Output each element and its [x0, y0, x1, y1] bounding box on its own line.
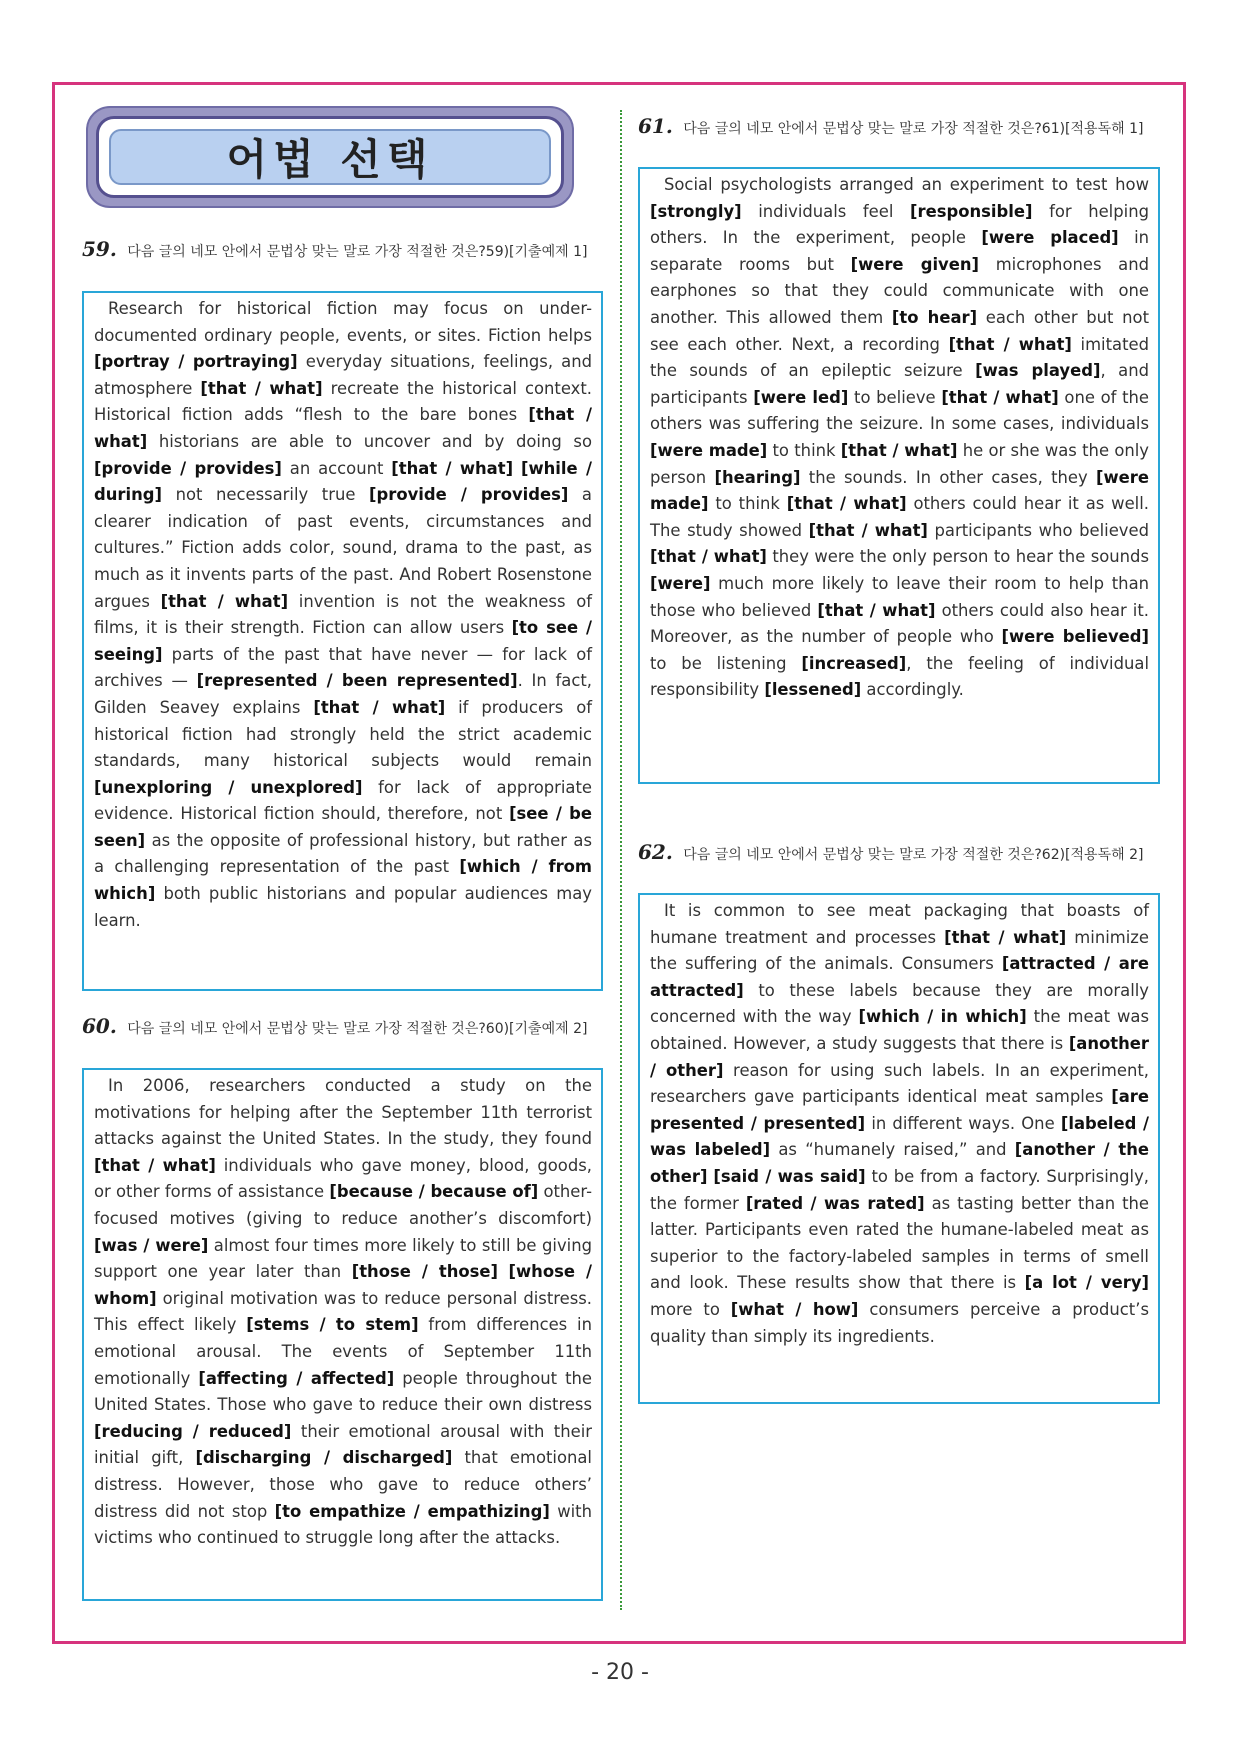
page-title: 어법 선택	[226, 135, 434, 184]
title-banner-inner	[109, 129, 551, 185]
question-61-number: 61.	[638, 114, 673, 138]
choice-bracket: [that / what]	[948, 334, 1072, 354]
question-62-header	[638, 840, 1170, 865]
choice-bracket: [that / what]	[840, 440, 958, 460]
column-divider	[620, 110, 622, 1610]
choice-bracket: [what / how]	[730, 1299, 859, 1319]
question-60-header	[82, 1014, 614, 1039]
choice-bracket: [that / what]	[391, 458, 514, 478]
choice-bracket: [said / was said]	[713, 1166, 866, 1186]
choice-bracket: [were given]	[850, 254, 980, 274]
choice-bracket: [were believed]	[1001, 627, 1149, 647]
choice-bracket: [reducing / reduced]	[94, 1421, 292, 1441]
choice-bracket: [responsible]	[910, 201, 1033, 221]
choice-bracket: [that / what]	[200, 378, 323, 398]
choice-bracket: [that / what]	[941, 387, 1059, 407]
choice-bracket: [provide / provides]	[369, 485, 569, 505]
choice-bracket: [attracted / are attracted]	[650, 954, 1149, 1000]
choice-bracket: [because / because of]	[329, 1182, 539, 1202]
question-61-prompt: 다음 글의 네모 안에서 문법상 맞는 말로 가장 적절한 것은?61)[적용독해 1]	[683, 121, 1144, 137]
choice-bracket: [see / be seen]	[94, 804, 592, 850]
choice-bracket: [labeled / was labeled]	[650, 1113, 1149, 1160]
choice-bracket: [a lot / very]	[1024, 1273, 1149, 1293]
title-banner	[86, 106, 574, 208]
choice-bracket: [that / what]	[944, 927, 1067, 947]
choice-bracket: [were led]	[753, 387, 849, 407]
choice-bracket: [another / other]	[650, 1033, 1149, 1080]
choice-bracket: [rated / was rated]	[745, 1193, 925, 1213]
choice-bracket: [that / what]	[786, 494, 907, 514]
question-60-number: 60.	[82, 1014, 117, 1038]
choice-bracket: [were placed]	[981, 228, 1119, 248]
question-60-passage	[82, 1068, 603, 1601]
choice-bracket: [another / the other]	[650, 1140, 1149, 1186]
question-62-passage	[638, 893, 1160, 1404]
question-59-header	[82, 237, 614, 262]
choice-bracket: [represented / been represented]	[196, 671, 518, 691]
choice-bracket: [increased]	[801, 653, 907, 673]
question-62-body: It is common to see meat packaging that boasts of humane treatment and processes [that / what] minimize the suffering of the animals. Consumers [attracted / are attracted] to these labels because they are morally concerned with the way [which / in which] the meat was obtained. However, a study suggests that there is [another / other] reason for using such labels. In an experiment, researchers gave participants identical meat samples [are presented / presented] in different ways. One [labeled / was labeled] as “humanely raised,” and [another / the other] [said / was said] to be from a factory. Surprisingly, the former [rated / was rated] as tasting better than the latter. Participants even rated the humane-labeled meat as superior to the factory-labeled samples in terms of smell and look. These results show that there is [a lot / very] more to [what / how] consumers perceive a product’s quality than simply its ingredients.	[650, 901, 1150, 1346]
question-62-prompt: 다음 글의 네모 안에서 문법상 맞는 말로 가장 적절한 것은?62)[적용독해 2]	[683, 847, 1144, 863]
question-61-header	[638, 114, 1170, 139]
choice-bracket: [discharging / discharged]	[195, 1448, 453, 1468]
choice-bracket: [portray / portraying]	[94, 352, 298, 372]
choice-bracket: [stems / to stem]	[246, 1315, 419, 1335]
choice-bracket: [strongly]	[650, 201, 742, 221]
choice-bracket: [lessened]	[764, 680, 862, 700]
question-60-prompt: 다음 글의 네모 안에서 문법상 맞는 말로 가장 적절한 것은?60)[기출예제 2]	[127, 1021, 588, 1037]
choice-bracket: [that / what]	[817, 600, 936, 620]
choice-bracket: [that / what]	[650, 547, 767, 567]
choice-bracket: [were]	[650, 573, 711, 593]
question-61-passage	[638, 167, 1160, 784]
title-banner-ring	[96, 116, 564, 198]
choice-bracket: [to hear]	[891, 307, 978, 327]
choice-bracket: [that / what]	[808, 520, 928, 540]
choice-bracket: [were made]	[650, 467, 1149, 514]
page-number: - 20 -	[591, 1660, 649, 1685]
choice-bracket: [were made]	[650, 440, 768, 460]
choice-bracket: [which / in which]	[858, 1007, 1027, 1027]
choice-bracket: [while / during]	[94, 458, 592, 505]
choice-bracket: [to empathize / empathizing]	[274, 1501, 550, 1521]
choice-bracket: [are presented / presented]	[650, 1087, 1149, 1133]
choice-bracket: [that / what]	[313, 697, 446, 717]
choice-bracket: [those / those]	[351, 1262, 499, 1282]
question-59-passage	[82, 291, 603, 991]
choice-bracket: [which / from which]	[94, 857, 592, 904]
question-60-body: In 2006, researchers conducted a study on the motivations for helping after the September 11th terrorist attacks against the United States. In the study, they found [that / what] individuals who gave money, blood, goods, or other forms of assistance [because / because of] other-focused motives (giving to reduce another’s discomfort) [was / were] almost four times more likely to still be giving support one year later than [those / those] [whose / whom] original motivation was to reduce personal distress. This effect likely [stems / to stem] from differences in emotional arousal. The events of September 11th emotionally [affecting / affected] people throughout the United States. Those who gave to reduce their own distress [reducing / reduced] their emotional arousal with their initial gift, [discharging / discharged] that emotional distress. However, those who gave to reduce others’ distress did not stop [to empathize / empathizing] with victims who continued to struggle long after the attacks.	[94, 1076, 593, 1548]
question-59-number: 59.	[82, 237, 117, 261]
choice-bracket: [to see / seeing]	[94, 618, 592, 664]
question-59-body: Research for historical fiction may focus on under-documented ordinary people, events, or sites. Fiction helps [portray / portraying] everyday situations, feelings, and atmosphere [that / what] recreate the historical context. Historical fiction adds “flesh to the bare bones [that / what] historians are able to uncover and by doing so [provide / provides] an account [that / what] [while / during] not necessarily true [provide / provides] a clearer indication of past events, circumstances and cultures.” Fiction adds color, sound, drama to the past, as much as it invents parts of the past. And Robert Rosenstone argues [that / what] invention is not the weakness of films, it is their strength. Fiction can allow users [to see / seeing] parts of the past that have never — for lack of archives — [represented / been represented]. In fact, Gilden Seavey explains [that / what] if producers of historical fiction had strongly held the strict academic standards, many historical subjects would remain [unexploring / unexplored] for lack of appropriate evidence. Historical fiction should, therefore, not [see / be seen] as the opposite of professional history, but rather as a challenging representation of the past [which / from which] both public historians and popular audiences may learn.	[94, 299, 592, 930]
question-62-number: 62.	[638, 840, 673, 864]
choice-bracket: [unexploring / unexplored]	[94, 777, 363, 797]
choice-bracket: [that / what]	[160, 591, 289, 611]
choice-bracket: [affecting / affected]	[198, 1368, 395, 1388]
choice-bracket: [provide / provides]	[94, 458, 282, 478]
choice-bracket: [that / what]	[94, 405, 592, 451]
choice-bracket: [whose / whom]	[94, 1262, 592, 1308]
choice-bracket: [that / what]	[94, 1155, 216, 1175]
choice-bracket: [was / were]	[94, 1235, 209, 1255]
choice-bracket: [hearing]	[714, 467, 801, 487]
question-61-body: Social psychologists arranged an experiment to test how [strongly] individuals feel [responsible] for helping others. In the experiment, people [were placed] in separate rooms but [were given] microphones and earphones so that they could communicate with one another. This allowed them [to hear] each other but not see each other. Next, a recording [that / what] imitated the sounds of an epileptic seizure [was played], and participants [were led] to believe [that / what] one of the others was suffering the seizure. In some cases, individuals [were made] to think [that / what] he or she was the only person [hearing] the sounds. In other cases, they [were made] to think [that / what] others could hear it as well. The study showed [that / what] participants who believed [that / what] they were the only person to hear the sounds [were] much more likely to leave their room to help than those who believed [that / what] others could also hear it. Moreover, as the number of people who [were believed] to be listening [increased], the feeling of individual responsibility [lessened] accordingly.	[650, 175, 1150, 700]
choice-bracket: [was played]	[975, 361, 1101, 381]
question-59-prompt: 다음 글의 네모 안에서 문법상 맞는 말로 가장 적절한 것은?59)[기출예제 1]	[127, 244, 588, 260]
